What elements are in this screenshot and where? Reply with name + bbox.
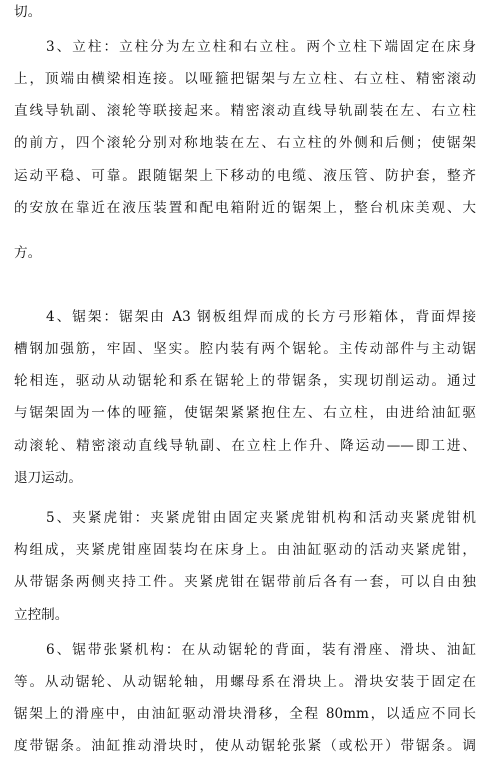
text-line: 4、锯架：锯架由 A3 钢板组焊而成的长方弓形箱体，背面焊接: [46, 309, 476, 325]
text-line: 直线导轨副、滚轮等联接起来。精密滚动直线导轨副装在左、右立柱: [14, 103, 476, 119]
text-line: 切。: [14, 4, 42, 20]
text-line: 轮相连，驱动从动锯轮和系在锯轮上的带锯条，实现切削运动。通过: [14, 373, 476, 389]
text-line: 3、立柱：立柱分为左立柱和右立柱。两个立柱下端固定在床身: [46, 39, 476, 55]
text-line: 等。从动锯轮、从动锯轮轴，用螺母系在滑块上。滑块安装于固定在: [14, 674, 476, 690]
text-line: 构组成，夹紧虎钳座固装均在床身上。由油缸驱动的活动夹紧虎钳，: [14, 542, 476, 558]
text-line: 的安放在靠近在液压装置和配电箱附近的锯架上，整台机床美观、大: [14, 200, 476, 216]
text-line: 方。: [14, 245, 42, 261]
text-line: 锯架上的滑座中，由油缸驱动滑块滑移，全程 80mm，以适应不同长: [14, 706, 476, 722]
text-line: 6、锯带张紧机构：在从动锯轮的背面，装有滑座、滑块、油缸: [46, 642, 476, 658]
text-line: 立控制。: [14, 607, 69, 623]
text-line: 槽钢加强筋，牢固、坚实。腔内装有两个锯轮。主传动部件与主动锯: [14, 341, 476, 357]
text-line: 与锯架固为一体的哑箍，使锯架紧紧抱住左、右立柱，由进给油缸驱: [14, 405, 476, 421]
text-line: 从带锯条两侧夹持工件。夹紧虎钳在锯带前后各有一套，可以自由独: [14, 574, 476, 590]
text-line: 动滚轮、精密滚动直线导轨副、在立柱上作升、降运动——即工进、: [14, 438, 476, 454]
text-line: 运动平稳、可靠。跟随锯架上下移动的电缆、液压管、防护套，整齐: [14, 168, 476, 184]
text-line: 退刀运动。: [14, 470, 82, 486]
text-line: 上，顶端由横梁相连接。以哑箍把锯架与左立柱、右立柱、精密滚动: [14, 71, 476, 87]
text-line: 的前方，四个滚轮分别对称地装在左、右立柱的外侧和后侧；使锯架: [14, 135, 476, 151]
text-line: 5、夹紧虎钳：夹紧虎钳由固定夹紧虎钳机构和活动夹紧虎钳机: [46, 510, 476, 526]
text-line: 度带锯条。油缸推动滑块时，使从动锯轮张紧（或松开）带锯条。调: [14, 738, 476, 754]
